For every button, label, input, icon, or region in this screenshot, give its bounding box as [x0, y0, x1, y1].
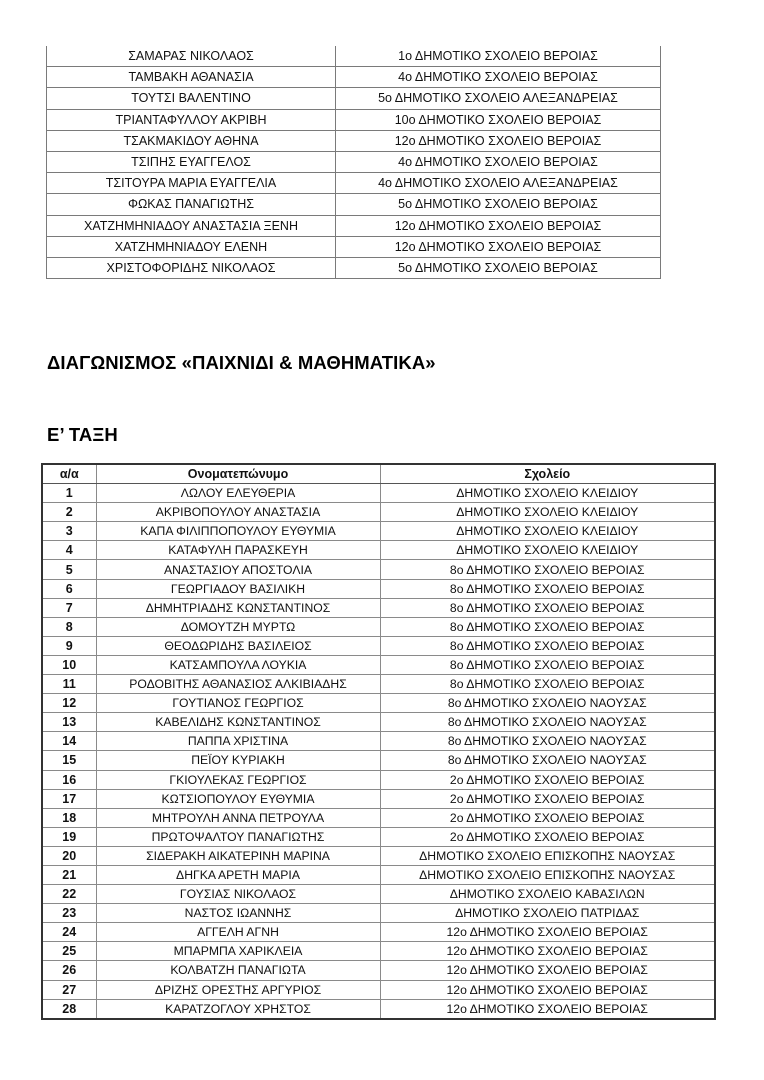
table-row — [42, 484, 715, 503]
school-name: 10ο ΔΗΜΟΤΙΚΟ ΣΧΟΛΕΙΟ ΒΕΡΟΙΑΣ — [336, 109, 661, 130]
student-name: ΣΙΔΕΡΑΚΗ ΑΙΚΑΤΕΡΙΝΗ ΜΑΡΙΝΑ — [96, 846, 380, 865]
table-row — [47, 257, 661, 278]
school-name: 2ο ΔΗΜΟΤΙΚΟ ΣΧΟΛΕΙΟ ΒΕΡΟΙΑΣ — [380, 789, 715, 808]
table-row — [42, 808, 715, 827]
student-name: ΜΠΑΡΜΠΑ ΧΑΡΙΚΛΕΙΑ — [96, 942, 380, 961]
student-name: ΠΕΪΟΥ ΚΥΡΙΑΚΗ — [96, 751, 380, 770]
school-name: 12ο ΔΗΜΟΤΙΚΟ ΣΧΟΛΕΙΟ ΒΕΡΟΙΑΣ — [380, 942, 715, 961]
school-name: 2ο ΔΗΜΟΤΙΚΟ ΣΧΟΛΕΙΟ ΒΕΡΟΙΑΣ — [380, 770, 715, 789]
table-row — [47, 194, 661, 215]
student-name: ΚΑΤΣΑΜΠΟΥΛΑ ΛΟΥΚΙΑ — [96, 655, 380, 674]
table-header — [42, 464, 715, 484]
row-index: 26 — [42, 961, 96, 980]
student-name: ΓΕΩΡΓΙΑΔΟΥ ΒΑΣΙΛΙΚΗ — [96, 579, 380, 598]
student-name: ΑΓΓΕΛΗ ΑΓΝΗ — [96, 923, 380, 942]
student-name: ΑΝΑΣΤΑΣΙΟΥ ΑΠΟΣΤΟΛΙΑ — [96, 560, 380, 579]
student-name: ΔΡΙΖΗΣ ΟΡΕΣΤΗΣ ΑΡΓΥΡΙΟΣ — [96, 980, 380, 999]
table-row — [47, 46, 661, 67]
school-name: 8ο ΔΗΜΟΤΙΚΟ ΣΧΟΛΕΙΟ ΒΕΡΟΙΑΣ — [380, 598, 715, 617]
table-row — [42, 503, 715, 522]
school-name: 2ο ΔΗΜΟΤΙΚΟ ΣΧΟΛΕΙΟ ΒΕΡΟΙΑΣ — [380, 827, 715, 846]
row-index: 20 — [42, 846, 96, 865]
student-name: ΚΑΡΑΤΖΟΓΛΟΥ ΧΡΗΣΤΟΣ — [96, 999, 380, 1019]
school-name: 8ο ΔΗΜΟΤΙΚΟ ΣΧΟΛΕΙΟ ΒΕΡΟΙΑΣ — [380, 675, 715, 694]
school-name: ΔΗΜΟΤΙΚΟ ΣΧΟΛΕΙΟ ΚΑΒΑΣΙΛΩΝ — [380, 885, 715, 904]
table-row — [47, 151, 661, 172]
table-row — [42, 770, 715, 789]
school-name: 12ο ΔΗΜΟΤΙΚΟ ΣΧΟΛΕΙΟ ΒΕΡΟΙΑΣ — [336, 236, 661, 257]
student-name: ΧΑΤΖΗΜΗΝΙΑΔΟΥ ΕΛΕΝΗ — [47, 236, 336, 257]
class-e-participants-table — [41, 463, 716, 1020]
table-row — [42, 827, 715, 846]
row-index: 21 — [42, 865, 96, 884]
table-row — [42, 579, 715, 598]
student-name: ΧΑΤΖΗΜΗΝΙΑΔΟΥ ΑΝΑΣΤΑΣΙΑ ΞΕΝΗ — [47, 215, 336, 236]
student-name: ΛΩΛΟΥ ΕΛΕΥΘΕΡΙΑ — [96, 484, 380, 503]
row-index: 10 — [42, 655, 96, 674]
school-name: 4ο ΔΗΜΟΤΙΚΟ ΣΧΟΛΕΙΟ ΒΕΡΟΙΑΣ — [336, 151, 661, 172]
header-name: Ονοματεπώνυμο — [96, 464, 380, 484]
row-index: 1 — [42, 484, 96, 503]
row-index: 2 — [42, 503, 96, 522]
table-row — [42, 675, 715, 694]
table-row — [42, 617, 715, 636]
row-index: 11 — [42, 675, 96, 694]
student-name: ΠΡΩΤΟΨΑΛΤΟΥ ΠΑΝΑΓΙΩΤΗΣ — [96, 827, 380, 846]
row-index: 16 — [42, 770, 96, 789]
school-name: 12ο ΔΗΜΟΤΙΚΟ ΣΧΟΛΕΙΟ ΒΕΡΟΙΑΣ — [380, 961, 715, 980]
student-name: ΓΟΥΤΙΑΝΟΣ ΓΕΩΡΓΙΟΣ — [96, 694, 380, 713]
table-row — [47, 173, 661, 194]
school-name: 4ο ΔΗΜΟΤΙΚΟ ΣΧΟΛΕΙΟ ΒΕΡΟΙΑΣ — [336, 67, 661, 88]
previous-class-table-body — [47, 46, 661, 279]
school-name: ΔΗΜΟΤΙΚΟ ΣΧΟΛΕΙΟ ΚΛΕΙΔΙΟΥ — [380, 484, 715, 503]
row-index: 25 — [42, 942, 96, 961]
header-school: Σχολείο — [380, 464, 715, 484]
student-name: ΓΟΥΣΙΑΣ ΝΙΚΟΛΑΟΣ — [96, 885, 380, 904]
school-name: 12ο ΔΗΜΟΤΙΚΟ ΣΧΟΛΕΙΟ ΒΕΡΟΙΑΣ — [380, 999, 715, 1019]
student-name: ΚΩΤΣΙΟΠΟΥΛΟΥ ΕΥΘΥΜΙΑ — [96, 789, 380, 808]
school-name: 5ο ΔΗΜΟΤΙΚΟ ΣΧΟΛΕΙΟ ΑΛΕΞΑΝΔΡΕΙΑΣ — [336, 88, 661, 109]
school-name: 8ο ΔΗΜΟΤΙΚΟ ΣΧΟΛΕΙΟ ΒΕΡΟΙΑΣ — [380, 636, 715, 655]
school-name: 4ο ΔΗΜΟΤΙΚΟ ΣΧΟΛΕΙΟ ΑΛΕΞΑΝΔΡΕΙΑΣ — [336, 173, 661, 194]
student-name: ΤΣΙΠΗΣ ΕΥΑΓΓΕΛΟΣ — [47, 151, 336, 172]
previous-class-table — [46, 46, 661, 279]
school-name: 12ο ΔΗΜΟΤΙΚΟ ΣΧΟΛΕΙΟ ΒΕΡΟΙΑΣ — [380, 923, 715, 942]
student-name: ΤΣΙΤΟΥΡΑ ΜΑΡΙΑ ΕΥΑΓΓΕΛΙΑ — [47, 173, 336, 194]
school-name: 12ο ΔΗΜΟΤΙΚΟ ΣΧΟΛΕΙΟ ΒΕΡΟΙΑΣ — [336, 130, 661, 151]
row-index: 15 — [42, 751, 96, 770]
school-name: 8ο ΔΗΜΟΤΙΚΟ ΣΧΟΛΕΙΟ ΝΑΟΥΣΑΣ — [380, 713, 715, 732]
school-name: 1ο ΔΗΜΟΤΙΚΟ ΣΧΟΛΕΙΟ ΒΕΡΟΙΑΣ — [336, 46, 661, 67]
school-name: 12ο ΔΗΜΟΤΙΚΟ ΣΧΟΛΕΙΟ ΒΕΡΟΙΑΣ — [380, 980, 715, 999]
table-row — [42, 713, 715, 732]
row-index: 28 — [42, 999, 96, 1019]
class-title: Ε’ ΤΑΞΗ — [47, 424, 118, 445]
contest-title: ΔΙΑΓΩΝΙΣΜΟΣ «ΠΑΙΧΝΙΔΙ & ΜΑΘΗΜΑΤΙΚΑ» — [47, 352, 436, 373]
student-name: ΤΟΥΤΣΙ ΒΑΛΕΝΤΙΝΟ — [47, 88, 336, 109]
school-name: ΔΗΜΟΤΙΚΟ ΣΧΟΛΕΙΟ ΚΛΕΙΔΙΟΥ — [380, 522, 715, 541]
row-index: 6 — [42, 579, 96, 598]
student-name: ΔΗΜΗΤΡΙΑΔΗΣ ΚΩΝΣΤΑΝΤΙΝΟΣ — [96, 598, 380, 617]
school-name: 8ο ΔΗΜΟΤΙΚΟ ΣΧΟΛΕΙΟ ΒΕΡΟΙΑΣ — [380, 655, 715, 674]
school-name: 12ο ΔΗΜΟΤΙΚΟ ΣΧΟΛΕΙΟ ΒΕΡΟΙΑΣ — [336, 215, 661, 236]
row-index: 24 — [42, 923, 96, 942]
header-row — [42, 464, 715, 484]
school-name: 8ο ΔΗΜΟΤΙΚΟ ΣΧΟΛΕΙΟ ΝΑΟΥΣΑΣ — [380, 751, 715, 770]
table-row — [42, 732, 715, 751]
row-index: 22 — [42, 885, 96, 904]
row-index: 13 — [42, 713, 96, 732]
student-name: ΠΑΠΠΑ ΧΡΙΣΤΙΝΑ — [96, 732, 380, 751]
student-name: ΦΩΚΑΣ ΠΑΝΑΓΙΩΤΗΣ — [47, 194, 336, 215]
row-index: 17 — [42, 789, 96, 808]
class-e-participants-table-body — [42, 484, 715, 1019]
student-name: ΡΟΔΟΒΙΤΗΣ ΑΘΑΝΑΣΙΟΣ ΑΛΚΙΒΙΑΔΗΣ — [96, 675, 380, 694]
table-row — [42, 655, 715, 674]
table-row — [42, 885, 715, 904]
table-row — [42, 522, 715, 541]
student-name: ΔΟΜΟΥΤΖΗ ΜΥΡΤΩ — [96, 617, 380, 636]
student-name: ΔΗΓΚΑ ΑΡΕΤΗ ΜΑΡΙΑ — [96, 865, 380, 884]
row-index: 12 — [42, 694, 96, 713]
school-name: 8ο ΔΗΜΟΤΙΚΟ ΣΧΟΛΕΙΟ ΒΕΡΟΙΑΣ — [380, 579, 715, 598]
table-row — [42, 904, 715, 923]
table-row — [42, 789, 715, 808]
school-name: ΔΗΜΟΤΙΚΟ ΣΧΟΛΕΙΟ ΚΛΕΙΔΙΟΥ — [380, 503, 715, 522]
table-row — [42, 846, 715, 865]
row-index: 7 — [42, 598, 96, 617]
student-name: ΘΕΟΔΩΡΙΔΗΣ ΒΑΣΙΛΕΙΟΣ — [96, 636, 380, 655]
school-name: ΔΗΜΟΤΙΚΟ ΣΧΟΛΕΙΟ ΕΠΙΣΚΟΠΗΣ ΝΑΟΥΣΑΣ — [380, 846, 715, 865]
student-name: ΝΑΣΤΟΣ ΙΩΑΝΝΗΣ — [96, 904, 380, 923]
row-index: 9 — [42, 636, 96, 655]
header-index: α/α — [42, 464, 96, 484]
table-row — [47, 236, 661, 257]
row-index: 27 — [42, 980, 96, 999]
school-name: 2ο ΔΗΜΟΤΙΚΟ ΣΧΟΛΕΙΟ ΒΕΡΟΙΑΣ — [380, 808, 715, 827]
student-name: ΣΑΜΑΡΑΣ ΝΙΚΟΛΑΟΣ — [47, 46, 336, 67]
student-name: ΑΚΡΙΒΟΠΟΥΛΟΥ ΑΝΑΣΤΑΣΙΑ — [96, 503, 380, 522]
table-row — [42, 942, 715, 961]
school-name: 5ο ΔΗΜΟΤΙΚΟ ΣΧΟΛΕΙΟ ΒΕΡΟΙΑΣ — [336, 194, 661, 215]
student-name: ΚΑΤΑΦΥΛΗ ΠΑΡΑΣΚΕΥΗ — [96, 541, 380, 560]
table-row — [42, 961, 715, 980]
row-index: 18 — [42, 808, 96, 827]
row-index: 4 — [42, 541, 96, 560]
student-name: ΤΡΙΑΝΤΑΦΥΛΛΟΥ ΑΚΡΙΒΗ — [47, 109, 336, 130]
student-name: ΧΡΙΣΤΟΦΟΡΙΔΗΣ ΝΙΚΟΛΑΟΣ — [47, 257, 336, 278]
student-name: ΤΑΜΒΑΚΗ ΑΘΑΝΑΣΙΑ — [47, 67, 336, 88]
row-index: 3 — [42, 522, 96, 541]
school-name: 8ο ΔΗΜΟΤΙΚΟ ΣΧΟΛΕΙΟ ΝΑΟΥΣΑΣ — [380, 732, 715, 751]
table-row — [47, 88, 661, 109]
table-row — [42, 598, 715, 617]
school-name: 8ο ΔΗΜΟΤΙΚΟ ΣΧΟΛΕΙΟ ΒΕΡΟΙΑΣ — [380, 560, 715, 579]
table-row — [47, 130, 661, 151]
row-index: 19 — [42, 827, 96, 846]
school-name: ΔΗΜΟΤΙΚΟ ΣΧΟΛΕΙΟ ΕΠΙΣΚΟΠΗΣ ΝΑΟΥΣΑΣ — [380, 865, 715, 884]
school-name: 5ο ΔΗΜΟΤΙΚΟ ΣΧΟΛΕΙΟ ΒΕΡΟΙΑΣ — [336, 257, 661, 278]
table-row — [47, 215, 661, 236]
student-name: ΚΑΠΑ ΦΙΛΙΠΠΟΠΟΥΛΟΥ ΕΥΘΥΜΙΑ — [96, 522, 380, 541]
table-row — [42, 999, 715, 1019]
row-index: 8 — [42, 617, 96, 636]
table-row — [47, 109, 661, 130]
school-name: ΔΗΜΟΤΙΚΟ ΣΧΟΛΕΙΟ ΚΛΕΙΔΙΟΥ — [380, 541, 715, 560]
table-row — [42, 541, 715, 560]
student-name: ΚΑΒΕΛΙΔΗΣ ΚΩΝΣΤΑΝΤΙΝΟΣ — [96, 713, 380, 732]
student-name: ΚΟΛΒΑΤΖΗ ΠΑΝΑΓΙΩΤΑ — [96, 961, 380, 980]
row-index: 14 — [42, 732, 96, 751]
student-name: ΤΣΑΚΜΑΚΙΔΟΥ ΑΘΗΝΑ — [47, 130, 336, 151]
student-name: ΜΗΤΡΟΥΛΗ ΑΝΝΑ ΠΕΤΡΟΥΛΑ — [96, 808, 380, 827]
row-index: 23 — [42, 904, 96, 923]
school-name: ΔΗΜΟΤΙΚΟ ΣΧΟΛΕΙΟ ΠΑΤΡΙΔΑΣ — [380, 904, 715, 923]
student-name: ΓΚΙΟΥΛΕΚΑΣ ΓΕΩΡΓΙΟΣ — [96, 770, 380, 789]
table-row — [42, 636, 715, 655]
school-name: 8ο ΔΗΜΟΤΙΚΟ ΣΧΟΛΕΙΟ ΒΕΡΟΙΑΣ — [380, 617, 715, 636]
row-index: 5 — [42, 560, 96, 579]
table-row — [42, 980, 715, 999]
table-row — [42, 923, 715, 942]
school-name: 8ο ΔΗΜΟΤΙΚΟ ΣΧΟΛΕΙΟ ΝΑΟΥΣΑΣ — [380, 694, 715, 713]
table-row — [42, 694, 715, 713]
table-row — [42, 865, 715, 884]
table-row — [42, 560, 715, 579]
table-row — [42, 751, 715, 770]
table-row — [47, 67, 661, 88]
